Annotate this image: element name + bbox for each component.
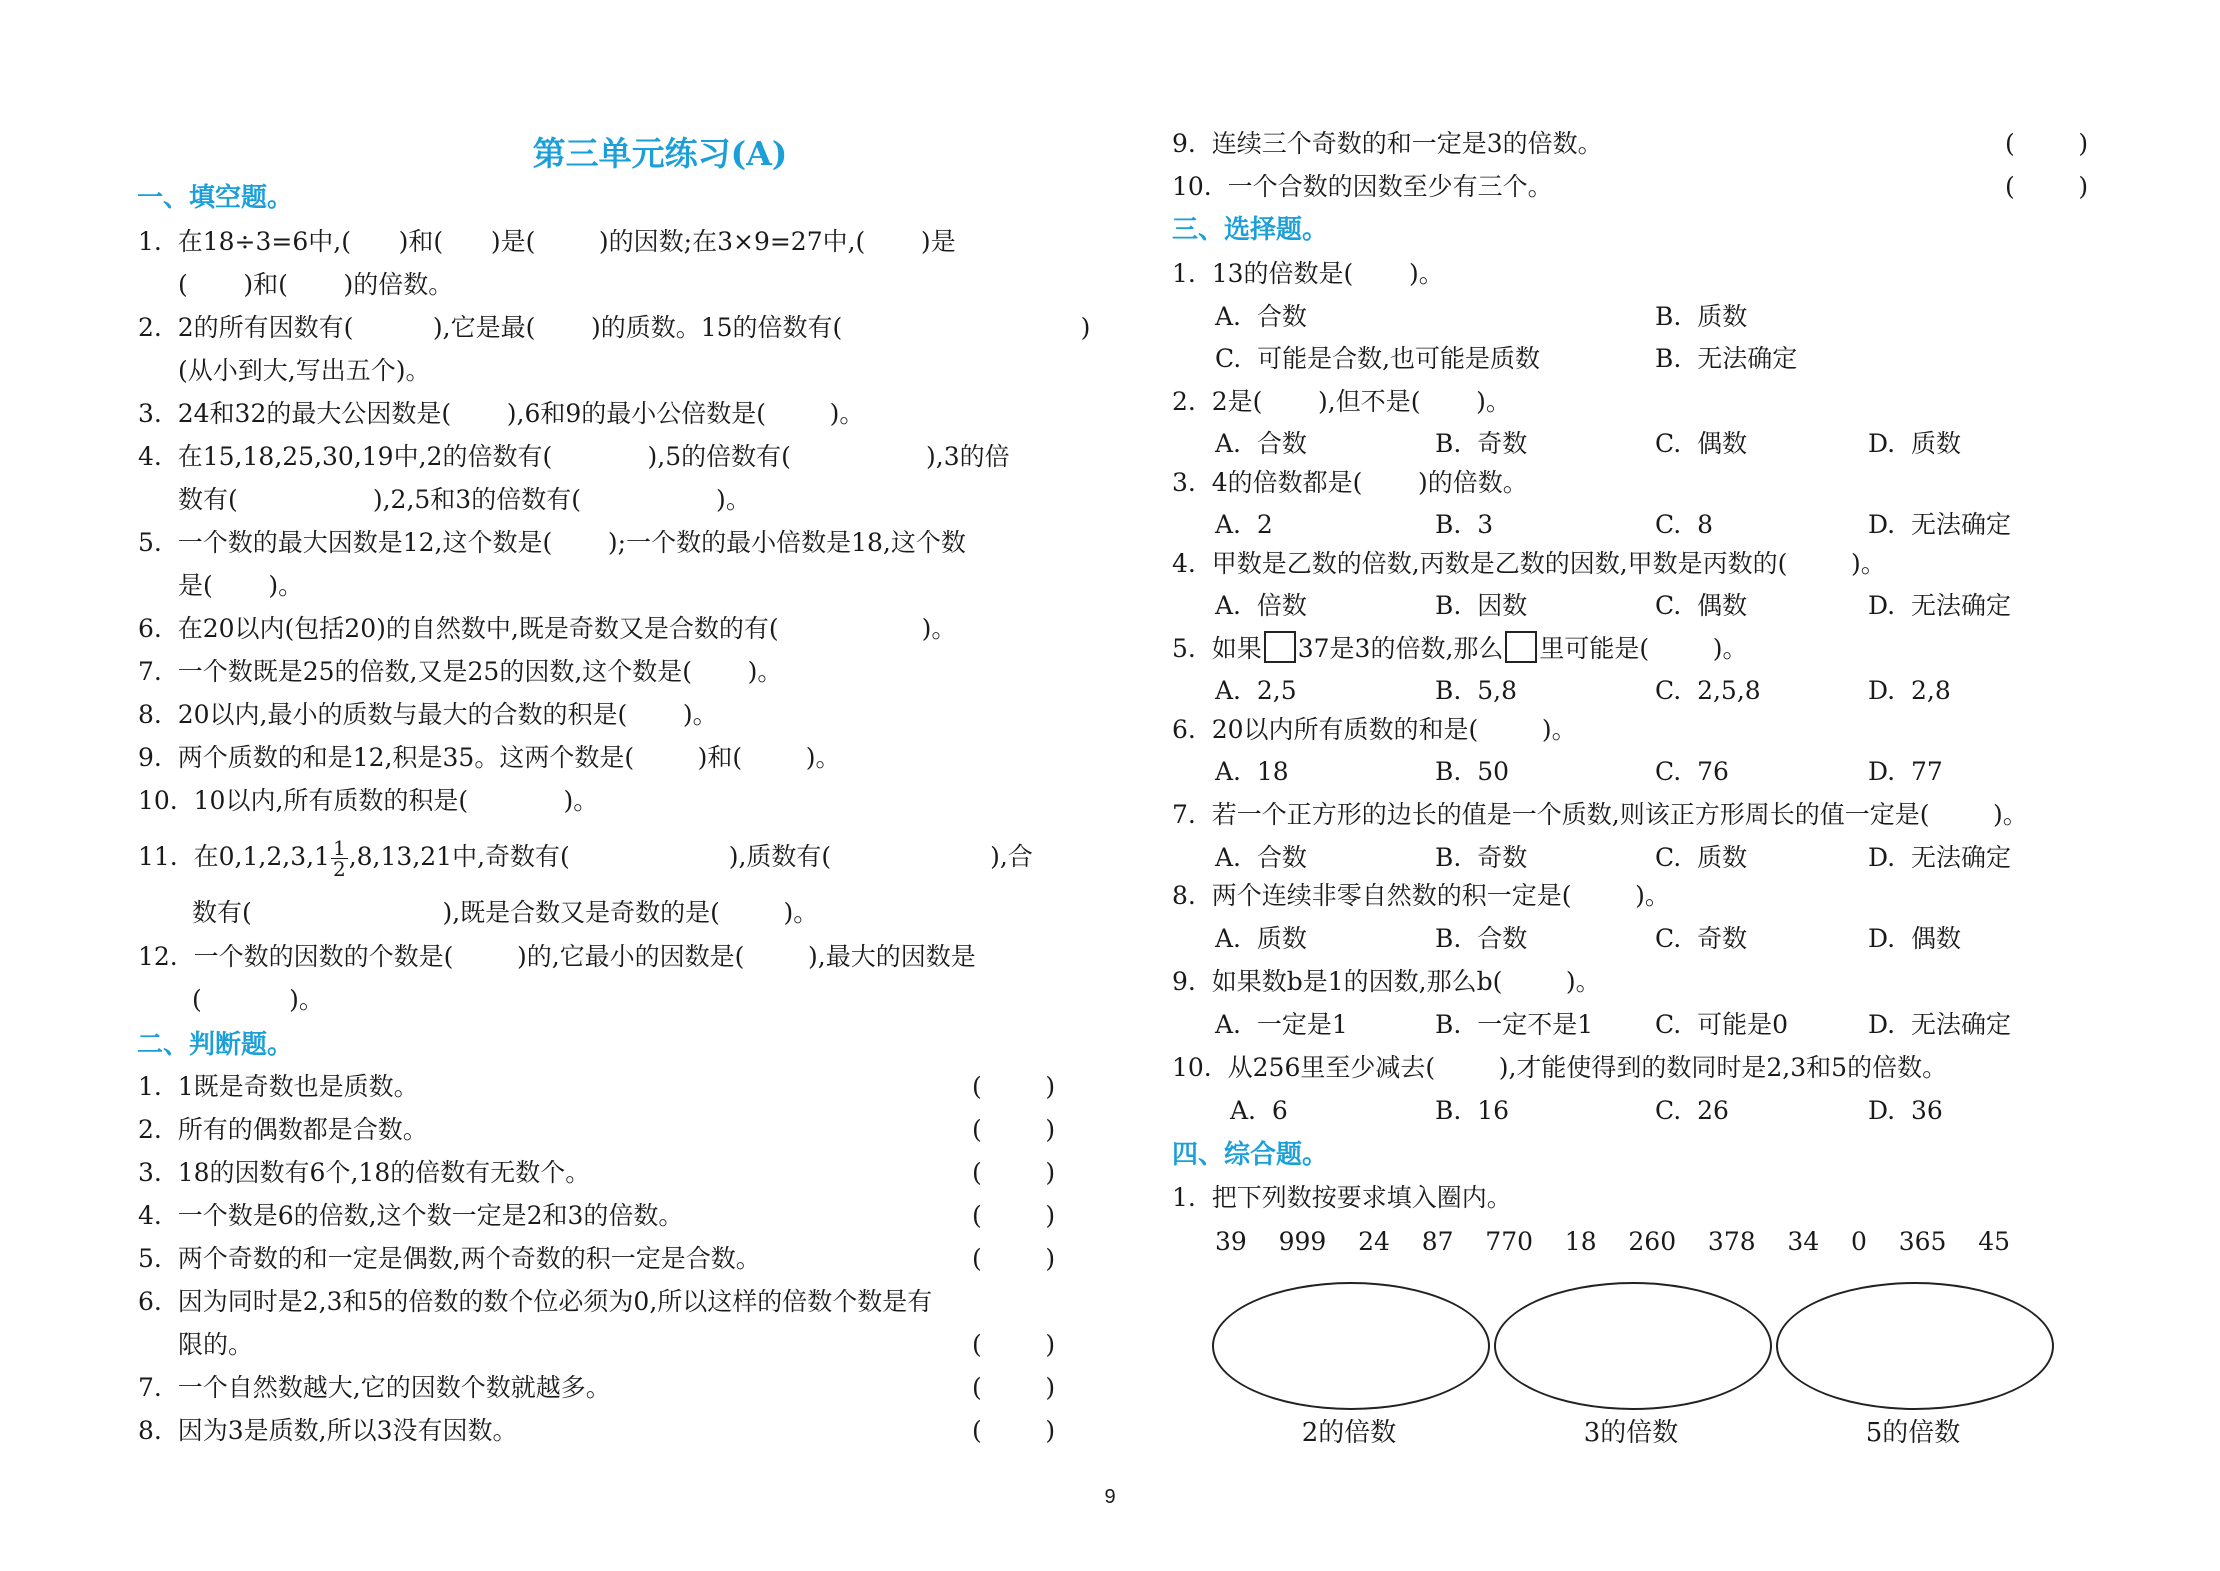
judge-item-9: 9. 连续三个奇数的和一定是3的倍数。 [1172,129,1603,158]
comprehensive-q1: 1. 把下列数按要求填入圈内。 [1172,1183,1512,1212]
choice-q2-option-c: C. 偶数 [1655,429,1748,458]
fill-q11-pre: 11. 在0,1,2,3,1 [138,842,330,871]
choice-q3-option-a: A. 2 [1215,510,1273,539]
choice-q3: 3. 4的倍数都是( )的倍数。 [1172,468,1528,497]
judge-answer-5: ( ) [972,1244,1056,1273]
fill-q4-line1: 4. 在15,18,25,30,19中,2的倍数有( ),5的倍数有( ),3的倍 [138,442,1010,471]
fill-q2-line2: (从小到大,写出五个)。 [178,356,431,385]
judge-answer-10: ( ) [2005,172,2089,201]
choice-q3-option-c: C. 8 [1655,510,1713,539]
choice-q7-option-d: D. 无法确定 [1868,843,2011,872]
choice-q3-option-b: B. 3 [1435,510,1494,539]
choice-q5-option-d: D. 2,8 [1868,676,1951,705]
fill-q5-line1: 5. 一个数的最大因数是12,这个数是( );一个数的最小倍数是18,这个数 [138,528,966,557]
fill-q8: 8. 20以内,最小的质数与最大的合数的积是( )。 [138,700,718,729]
choice-q4-option-b: B. 因数 [1435,591,1528,620]
page-title: 第三单元练习(A) [532,134,788,173]
judge-item-4: 4. 一个数是6的倍数,这个数一定是2和3的倍数。 [138,1201,684,1230]
choice-q10-option-a: A. 6 [1230,1096,1288,1125]
choice-q10: 10. 从256里至少减去( ),才能使得到的数同时是2,3和5的倍数。 [1172,1053,1948,1082]
blank-box [1264,631,1296,663]
choice-q1-option-c: C. 可能是合数,也可能是质数 [1215,344,1541,373]
choice-q5-option-a: A. 2,5 [1215,676,1297,705]
judge-item-8: 8. 因为3是质数,所以3没有因数。 [138,1416,518,1445]
judge-answer-6: ( ) [972,1330,1056,1359]
blank-box [1505,631,1537,663]
choice-q9-option-b: B. 一定不是1 [1435,1010,1594,1039]
judge-item-1: 1. 1既是奇数也是质数。 [138,1072,419,1101]
choice-q4-option-a: A. 倍数 [1215,591,1307,620]
fill-q7: 7. 一个数既是25的倍数,又是25的因数,这个数是( )。 [138,657,783,686]
judge-item-3: 3. 18的因数有6个,18的倍数有无数个。 [138,1158,591,1187]
choice-q9-option-a: A. 一定是1 [1215,1010,1348,1039]
fill-q11-line1 [138,838,1033,879]
fill-q6: 6. 在20以内(包括20)的自然数中,既是奇数又是合数的有( )。 [138,614,957,643]
judge-answer-1: ( ) [972,1072,1056,1101]
choice-q7: 7. 若一个正方形的边长的值是一个质数,则该正方形周长的值一定是( )。 [1172,800,2028,829]
choice-q2: 2. 2是( ),但不是( )。 [1172,387,1511,416]
fill-q4-line2: 数有( ),2,5和3的倍数有( )。 [178,485,751,514]
judge-answer-7: ( ) [972,1373,1056,1402]
choice-q1-option-b: B. 质数 [1655,302,1748,331]
judge-item-2: 2. 所有的偶数都是合数。 [138,1115,428,1144]
section-fill-heading: 一、填空题。 [137,183,294,213]
choice-q1: 1. 13的倍数是( )。 [1172,259,1444,288]
judge-answer-3: ( ) [972,1158,1056,1187]
choice-q9-option-d: D. 无法确定 [1868,1010,2011,1039]
judge-item-6-line2: 限的。 [178,1330,254,1359]
judge-answer-2: ( ) [972,1115,1056,1144]
oval-label-3: 3的倍数 [1583,1418,1679,1448]
choice-q8-option-d: D. 偶数 [1868,924,1961,953]
choice-q2-option-d: D. 质数 [1868,429,1961,458]
judge-item-5: 5. 两个奇数的和一定是偶数,两个奇数的积一定是合数。 [138,1244,761,1273]
choice-q10-option-b: B. 16 [1435,1096,1510,1125]
choice-q5-option-b: B. 5,8 [1435,676,1517,705]
fill-q1-line2: ( )和( )的倍数。 [178,270,454,299]
section-judge-heading: 二、判断题。 [137,1030,294,1060]
choice-q5-part1: 5. 如果 [1172,634,1262,663]
choice-q4-option-d: D. 无法确定 [1868,591,2011,620]
oval-multiples-of-2 [1212,1282,1490,1410]
choice-q2-option-a: A. 合数 [1215,429,1307,458]
fill-q2-line1: 2. 2的所有因数有( ),它是最( )的质数。15的倍数有( ) [138,313,1091,342]
fill-q3: 3. 24和32的最大公因数是( ),6和9的最小公倍数是( )。 [138,399,865,428]
section-choice-heading: 三、选择题。 [1172,215,1329,245]
choice-q7-option-a: A. 合数 [1215,843,1307,872]
fill-q10: 10. 10以内,所有质数的积是( )。 [138,786,599,815]
fill-q12-line2: ( )。 [192,985,324,1014]
choice-q4: 4. 甲数是乙数的倍数,丙数是乙数的因数,甲数是丙数的( )。 [1172,549,1886,578]
judge-answer-9: ( ) [2005,129,2089,158]
oval-label-5: 5的倍数 [1865,1418,1961,1448]
choice-q5 [1172,631,1748,666]
choice-q6-option-c: C. 76 [1655,757,1729,786]
choice-q6-option-b: B. 50 [1435,757,1510,786]
choice-q8-option-c: C. 奇数 [1655,924,1748,953]
fraction-one-half: $\frac{1}{2}$ [332,836,346,881]
comprehensive-number-list: 39 999 24 87 770 18 260 378 34 0 365 45 [1215,1227,2011,1256]
fill-q11-post: ,8,13,21中,奇数有( ),质数有( ),合 [348,842,1033,871]
choice-q8-option-b: B. 合数 [1435,924,1528,953]
fill-q9: 9. 两个质数的和是12,积是35。这两个数是( )和( )。 [138,743,841,772]
judge-item-10: 10. 一个合数的因数至少有三个。 [1172,172,1553,201]
choice-q10-option-d: D. 36 [1868,1096,1943,1125]
choice-q6-option-a: A. 18 [1215,757,1289,786]
choice-q9-option-c: C. 可能是0 [1655,1010,1788,1039]
judge-item-6-line1: 6. 因为同时是2,3和5的倍数的数个位必须为0,所以这样的倍数个数是有 [138,1287,933,1316]
oval-label-2: 2的倍数 [1301,1418,1397,1448]
page-number: 9 [1104,1486,1116,1508]
choice-q3-option-d: D. 无法确定 [1868,510,2011,539]
judge-item-7: 7. 一个自然数越大,它的因数个数就越多。 [138,1373,611,1402]
choice-q6: 6. 20以内所有质数的和是( )。 [1172,715,1577,744]
choice-q6-option-d: D. 77 [1868,757,1943,786]
oval-multiples-of-5 [1776,1282,2054,1410]
choice-q4-option-c: C. 偶数 [1655,591,1748,620]
choice-q8-option-a: A. 质数 [1215,924,1307,953]
judge-answer-4: ( ) [972,1201,1056,1230]
choice-q8: 8. 两个连续非零自然数的积一定是( )。 [1172,881,1670,910]
choice-q10-option-c: C. 26 [1655,1096,1729,1125]
choice-q5-part3: 里可能是( )。 [1539,634,1748,663]
choice-q2-option-b: B. 奇数 [1435,429,1528,458]
fill-q5-line2: 是( )。 [178,571,304,600]
choice-q1-option-d: B. 无法确定 [1655,344,1798,373]
oval-multiples-of-3 [1494,1282,1772,1410]
choice-q9: 9. 如果数b是1的因数,那么b( )。 [1172,967,1601,996]
judge-answer-8: ( ) [972,1416,1056,1445]
choice-q5-part2: 37是3的倍数,那么 [1297,634,1504,663]
choice-q5-option-c: C. 2,5,8 [1655,676,1761,705]
fill-q1-line1: 1. 在18÷3=6中,( )和( )是( )的因数;在3×9=27中,( )是 [138,227,956,256]
fill-q12-line1: 12. 一个数的因数的个数是( )的,它最小的因数是( ),最大的因数是 [138,942,976,971]
choice-q7-option-c: C. 质数 [1655,843,1748,872]
section-comprehensive-heading: 四、综合题。 [1172,1140,1329,1170]
choice-q1-option-a: A. 合数 [1215,302,1307,331]
choice-q7-option-b: B. 奇数 [1435,843,1528,872]
fill-q11-line2: 数有( ),既是合数又是奇数的是( )。 [192,898,819,927]
